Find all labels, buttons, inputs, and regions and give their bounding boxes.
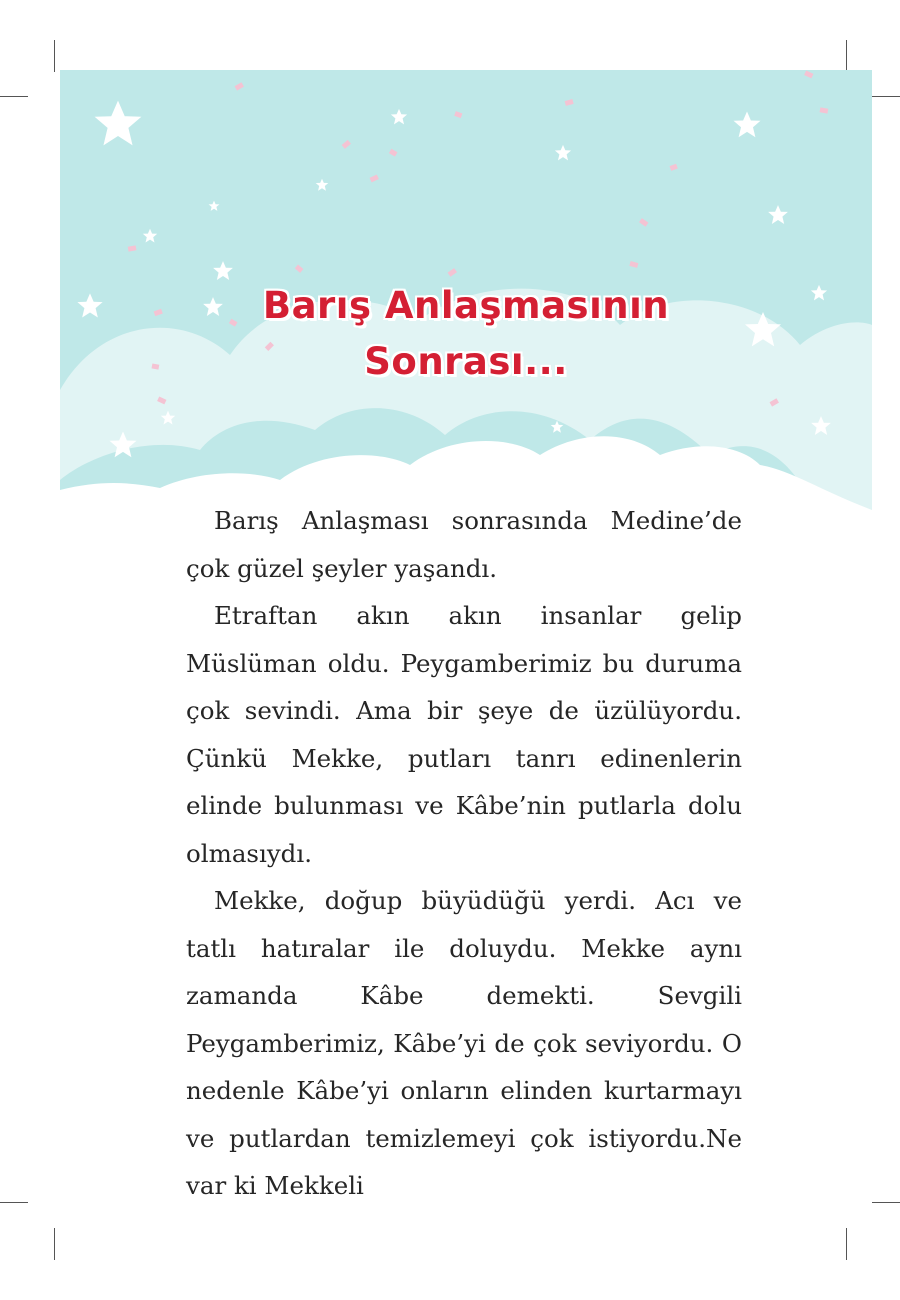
crop-mark: [846, 40, 847, 72]
chapter-title-line1: Barış Anlaşmasının: [262, 284, 670, 327]
paragraph: Barış Anlaşması sonrasında Medine’de çok güzel şeyler yaşandı.: [186, 506, 742, 583]
crop-mark: [54, 40, 55, 72]
paragraph: Mekke, doğup büyüdüğü yerdi. Acı ve tatlı hatıralar ile doluydu. Mekke aynı zamanda Kâbe demekti. Sevgili Peygamberimiz, Kâbe’yi de çok seviyordu. O nedenle Kâbe’yi onların elinden kurtarmayı ve putlardan temizlemeyi çok istiyordu.Ne var ki Mekkeli: [186, 886, 742, 1200]
crop-mark: [54, 1228, 55, 1260]
body-text: [186, 497, 742, 1210]
chapter-title-line2: Sonrası...: [364, 340, 568, 383]
crop-mark: [0, 96, 28, 97]
chapter-title: [60, 278, 872, 390]
paragraph: Etraftan akın akın insanlar gelip Müslüman oldu. Peygamberimiz bu duruma çok sevindi. Ama bir şeye de üzülüyordu. Çünkü Mekke, putları tanrı edinenlerin elinde bulunması ve Kâbe’nin putlarla dolu olmasıydı.: [186, 601, 742, 868]
crop-mark: [846, 1228, 847, 1260]
crop-mark: [0, 1202, 28, 1203]
crop-mark: [872, 1202, 900, 1203]
crop-mark: [872, 96, 900, 97]
